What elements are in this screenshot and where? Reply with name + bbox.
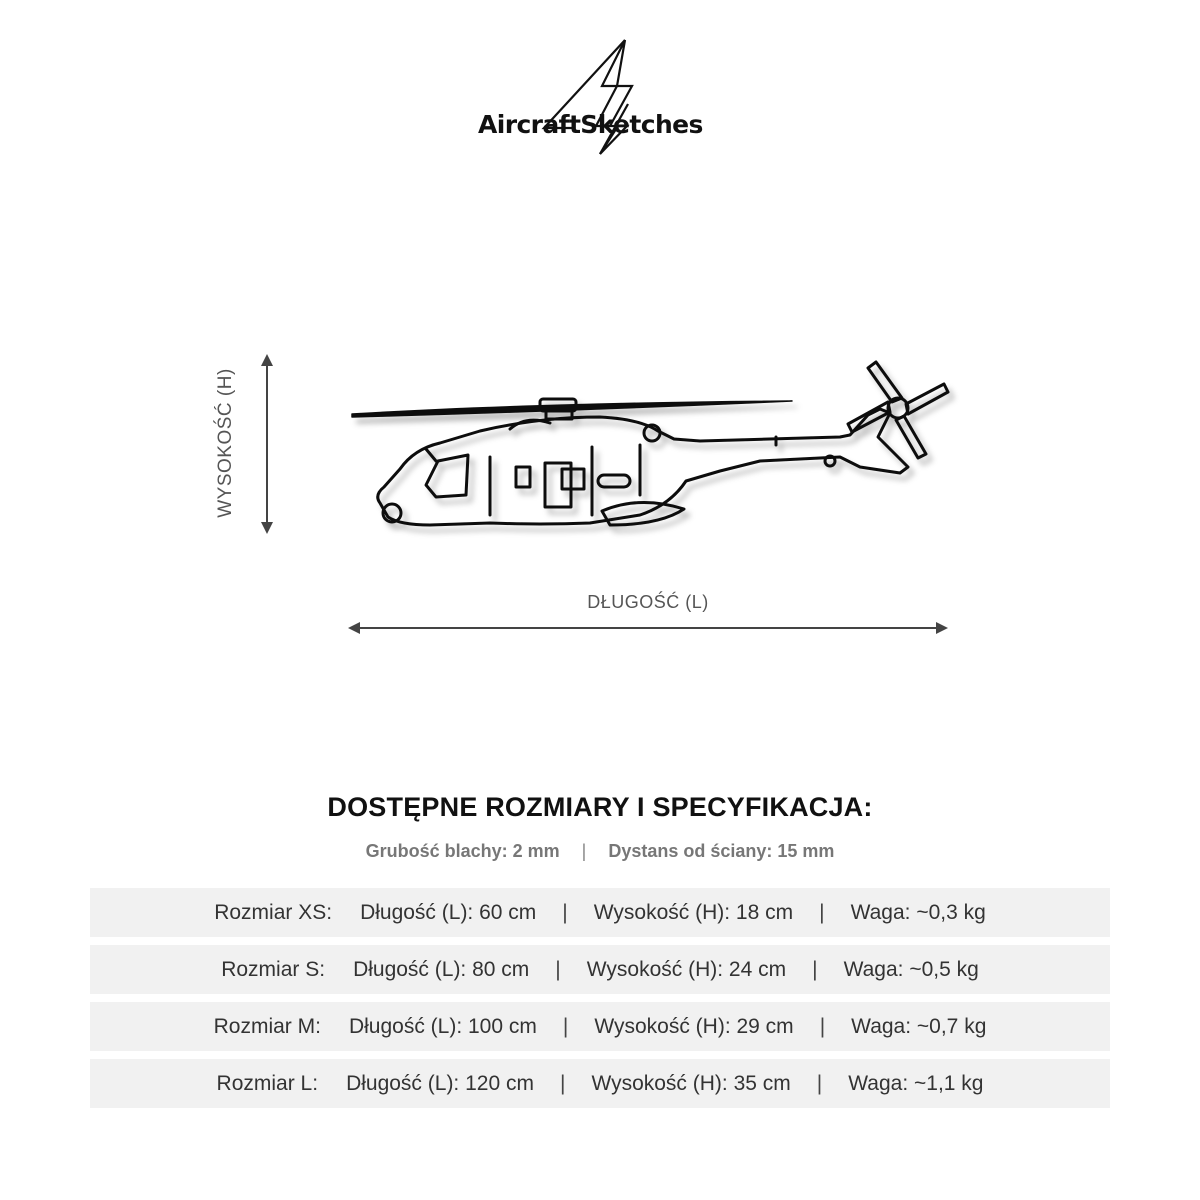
helicopter-artwork — [340, 345, 960, 555]
thickness-spec: Grubość blachy: 2 mm — [365, 841, 560, 861]
size-length: Długość (L): 80 cm — [353, 957, 530, 981]
size-name: Rozmiar L: — [216, 1071, 319, 1095]
row-separator: | — [559, 1071, 566, 1095]
size-height: Wysokość (H): 35 cm — [591, 1071, 791, 1095]
size-table — [90, 888, 1110, 1116]
size-row-s — [90, 945, 1110, 994]
size-length: Długość (L): 100 cm — [348, 1014, 537, 1038]
size-name: Rozmiar M: — [213, 1014, 321, 1038]
size-row-m — [90, 1002, 1110, 1051]
size-row-xs — [90, 888, 1110, 937]
row-separator: | — [819, 1014, 826, 1038]
size-weight: Waga: ~1,1 kg — [848, 1071, 984, 1095]
length-arrow — [346, 616, 950, 640]
size-length: Długość (L): 120 cm — [346, 1071, 534, 1095]
size-weight: Waga: ~0,5 kg — [843, 957, 979, 981]
size-height: Wysokość (H): 18 cm — [593, 900, 794, 924]
size-name: Rozmiar S: — [221, 957, 326, 981]
size-length: Długość (L): 60 cm — [360, 900, 537, 924]
row-separator: | — [819, 900, 825, 924]
size-height: Wysokość (H): 29 cm — [594, 1014, 794, 1038]
brand-name: AircraftSketches — [478, 110, 703, 139]
height-arrow — [255, 352, 279, 536]
row-separator: | — [816, 1071, 823, 1095]
lightning-bolt-icon — [470, 34, 732, 160]
wall-distance-spec: Dystans od ściany: 15 mm — [608, 841, 835, 861]
length-label: DŁUGOŚĆ (L) — [587, 592, 709, 612]
brand-logo — [470, 34, 732, 160]
size-weight: Waga: ~0,7 kg — [851, 1014, 987, 1038]
row-separator: | — [562, 900, 568, 924]
row-separator: | — [812, 957, 818, 981]
row-separator: | — [555, 957, 561, 981]
row-separator: | — [562, 1014, 569, 1038]
spec-title: DOSTĘPNE ROZMIARY I SPECYFIKACJA: — [327, 792, 873, 822]
size-name: Rozmiar XS: — [214, 900, 333, 924]
spec-subtitle — [0, 841, 1200, 862]
size-row-l — [90, 1059, 1110, 1108]
height-label-text: WYSOKOŚĆ (H) — [215, 368, 236, 518]
spec-separator: | — [581, 841, 587, 861]
size-height: Wysokość (H): 24 cm — [586, 957, 787, 981]
size-weight: Waga: ~0,3 kg — [850, 900, 986, 924]
helicopter-silhouette-icon — [340, 345, 960, 555]
